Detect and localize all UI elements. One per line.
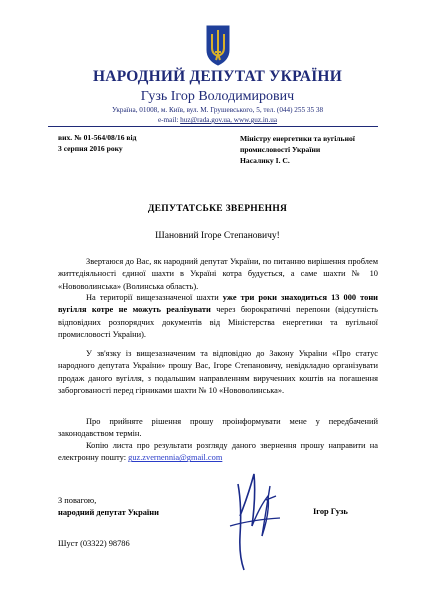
deputy-name: Гузь Ігор Володимирович (140, 89, 295, 104)
body-paragraph-4: Про прийняте рішення прошу проінформувати мене у передбачений законодавством термін. (58, 417, 378, 439)
reply-email-link[interactable]: guz.zvernennia@gmail.com (128, 453, 223, 463)
outgoing-number-block (58, 132, 136, 154)
p5-text: Копію листа про результати розгляду даного звернення прошу направити на електронну пошту: (58, 441, 378, 463)
closing-regards: З повагою, (58, 496, 97, 505)
letterhead-address: Україна, 01008, м. Київ, вул. М. Грушевського, 5, тел. (044) 255 35 38 (111, 106, 324, 114)
closing-position: народний депутат України (58, 508, 159, 518)
handwritten-signature (210, 466, 300, 576)
email-prefix: e-mail: (157, 116, 179, 124)
body-paragraph-3: У зв'язку із вищезазначеним та відповідно до Закону України «Про статус народного депутата України» прошу Вас, Ігоре Степановичу, невідкладно організувати продаж даного вугілля, з подальшим направленням вирученних коштів на погашення заборгованості перед гірниками шахти № 10 «Нововолинська». (58, 349, 378, 395)
signer-name: Ігор Гузь (313, 507, 348, 516)
letterhead-title: НАРОДНИЙ ДЕПУТАТ УКРАЇНИ (93, 68, 342, 85)
p2-emphasis: уже три роки знаходиться 13 000 тони вугілля котре не можуть реалізувати (58, 293, 378, 315)
closing-block (58, 495, 159, 520)
p2-text-a: На території вищезазначеної шахти (86, 293, 223, 302)
recipient-line-3: Насалику І. С. (240, 156, 290, 165)
letterhead-email-link[interactable]: huz@rada.gov.ua, www.guz.in.ua (180, 116, 278, 124)
document-heading: ДЕПУТАТСЬКЕ ЗВЕРНЕННЯ (147, 204, 288, 214)
letterhead-divider (48, 126, 378, 127)
outgoing-date: 3 серпня 2016 року (58, 144, 123, 153)
body-paragraph-1: Звертаюся до Вас, як народний депутат України, по питанню вирішення проблем життєдіяльності єдиної шахти в Україні котра будується, а саме шахти № 10 «Нововолинська» (Волинська область). (58, 257, 378, 291)
recipient-block (240, 133, 355, 166)
greeting: Шановний Ігоре Степановичу! (155, 231, 280, 241)
executor-phone: Шуст (03322) 98786 (58, 539, 130, 548)
body-paragraph-5 (58, 440, 378, 465)
p2-text-c: через бюрократичні перепони (відсутність відповідних розпорядчих документів від Міністерства енергетики та вугільної промисловості України). (58, 305, 378, 339)
coat-of-arms-emblem (205, 24, 231, 66)
letterhead-contacts (0, 116, 435, 124)
body-paragraph-2 (58, 292, 378, 341)
recipient-line-2: промисловості України (240, 145, 321, 154)
outgoing-number: вих. № 01-564/08/16 від (58, 133, 137, 142)
recipient-line-1: Міністру енергетики та вугільної (240, 134, 355, 143)
